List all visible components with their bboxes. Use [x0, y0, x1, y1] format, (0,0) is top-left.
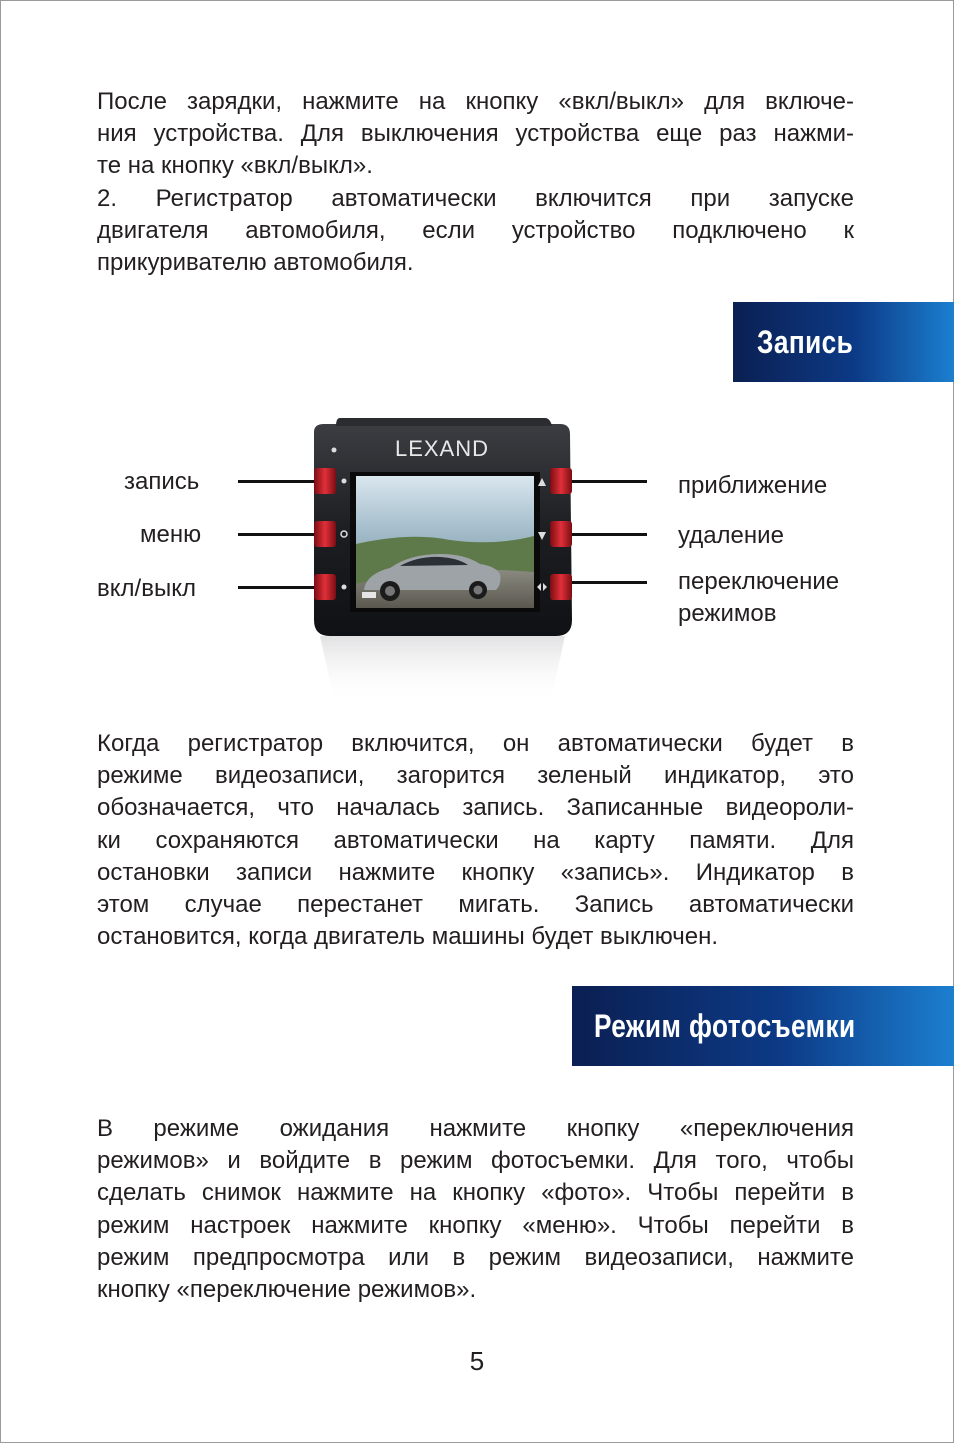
- text-line: режимов» и войдите в режим фотосъемки. Для того, чтобы: [97, 1147, 854, 1175]
- text-line: прикуривателю автомобиля.: [97, 249, 414, 277]
- label-delete: удаление: [678, 522, 784, 549]
- text-line: ки сохраняются автоматически на карту памяти. Для: [97, 826, 854, 854]
- section-heading-text: Запись: [757, 323, 854, 360]
- screen-image: [356, 476, 534, 608]
- dashcam-illustration: [300, 414, 585, 704]
- text-line: После зарядки, нажмите на кнопку «вкл/выкл» для включе-: [97, 88, 854, 115]
- intro-paragraph: [97, 86, 854, 279]
- recording-paragraph: [97, 728, 854, 953]
- record-button: [314, 468, 336, 494]
- label-mode-switch: переключение: [678, 568, 840, 595]
- label-mode-switch-2: режимов: [678, 600, 777, 627]
- section-heading-recording: [733, 302, 954, 382]
- text-line: двигателя автомобиля, если устройство подключено к: [97, 216, 854, 244]
- section-heading-text: Режим фотосъемки: [594, 1007, 856, 1044]
- text-line: остановится, когда двигатель машины будет выключен.: [97, 923, 719, 951]
- text-line: В режиме ожидания нажмите кнопку «переключения: [97, 1115, 854, 1142]
- mode-button: [550, 574, 572, 600]
- section-heading-photo: [572, 986, 954, 1066]
- text-line: остановки записи нажмите кнопку «запись». Индикатор в: [97, 858, 854, 886]
- text-line: режим настроек нажмите кнопку «меню». Чтобы перейти в: [97, 1211, 854, 1239]
- photo-paragraph: [97, 1113, 854, 1306]
- text-line: обозначается, что началась запись. Записанные видеороли-: [97, 794, 854, 822]
- device-brand-text: LEXAND: [394, 436, 490, 461]
- label-zoom-in: приближение: [678, 472, 828, 499]
- device-reflection: [320, 636, 565, 704]
- device-top: [336, 418, 552, 426]
- label-record: запись: [124, 468, 200, 495]
- text-line: режиме видеозаписи, загорится зеленый индикатор, это: [97, 762, 854, 790]
- zoom-in-button: [550, 468, 572, 494]
- text-line: этом случае перестанет мигать. Запись автоматически: [97, 891, 854, 919]
- power-icon: [342, 585, 347, 590]
- text-line: те на кнопку «вкл/выкл».: [97, 152, 373, 180]
- text-line: 2. Регистратор автоматически включится при запуске: [97, 184, 854, 212]
- text-line: сделать снимок нажмите на кнопку «фото». Чтобы перейти в: [97, 1179, 854, 1207]
- text-line: режим предпросмотра или в режим видеозаписи, нажмите: [97, 1243, 854, 1271]
- delete-button: [550, 521, 572, 547]
- menu-button: [314, 521, 336, 547]
- text-line: кнопку «переключение режимов».: [97, 1276, 477, 1304]
- record-icon: [342, 479, 347, 484]
- label-menu: меню: [140, 521, 202, 548]
- page-number: 5: [469, 1346, 485, 1376]
- text-line: ния устройства. Для выключения устройства еще раз нажми-: [97, 120, 854, 148]
- label-power: вкл/выкл: [97, 575, 196, 602]
- indicator-led: [332, 448, 337, 453]
- text-line: Когда регистратор включится, он автоматически будет в: [97, 730, 854, 757]
- power-button: [314, 574, 336, 600]
